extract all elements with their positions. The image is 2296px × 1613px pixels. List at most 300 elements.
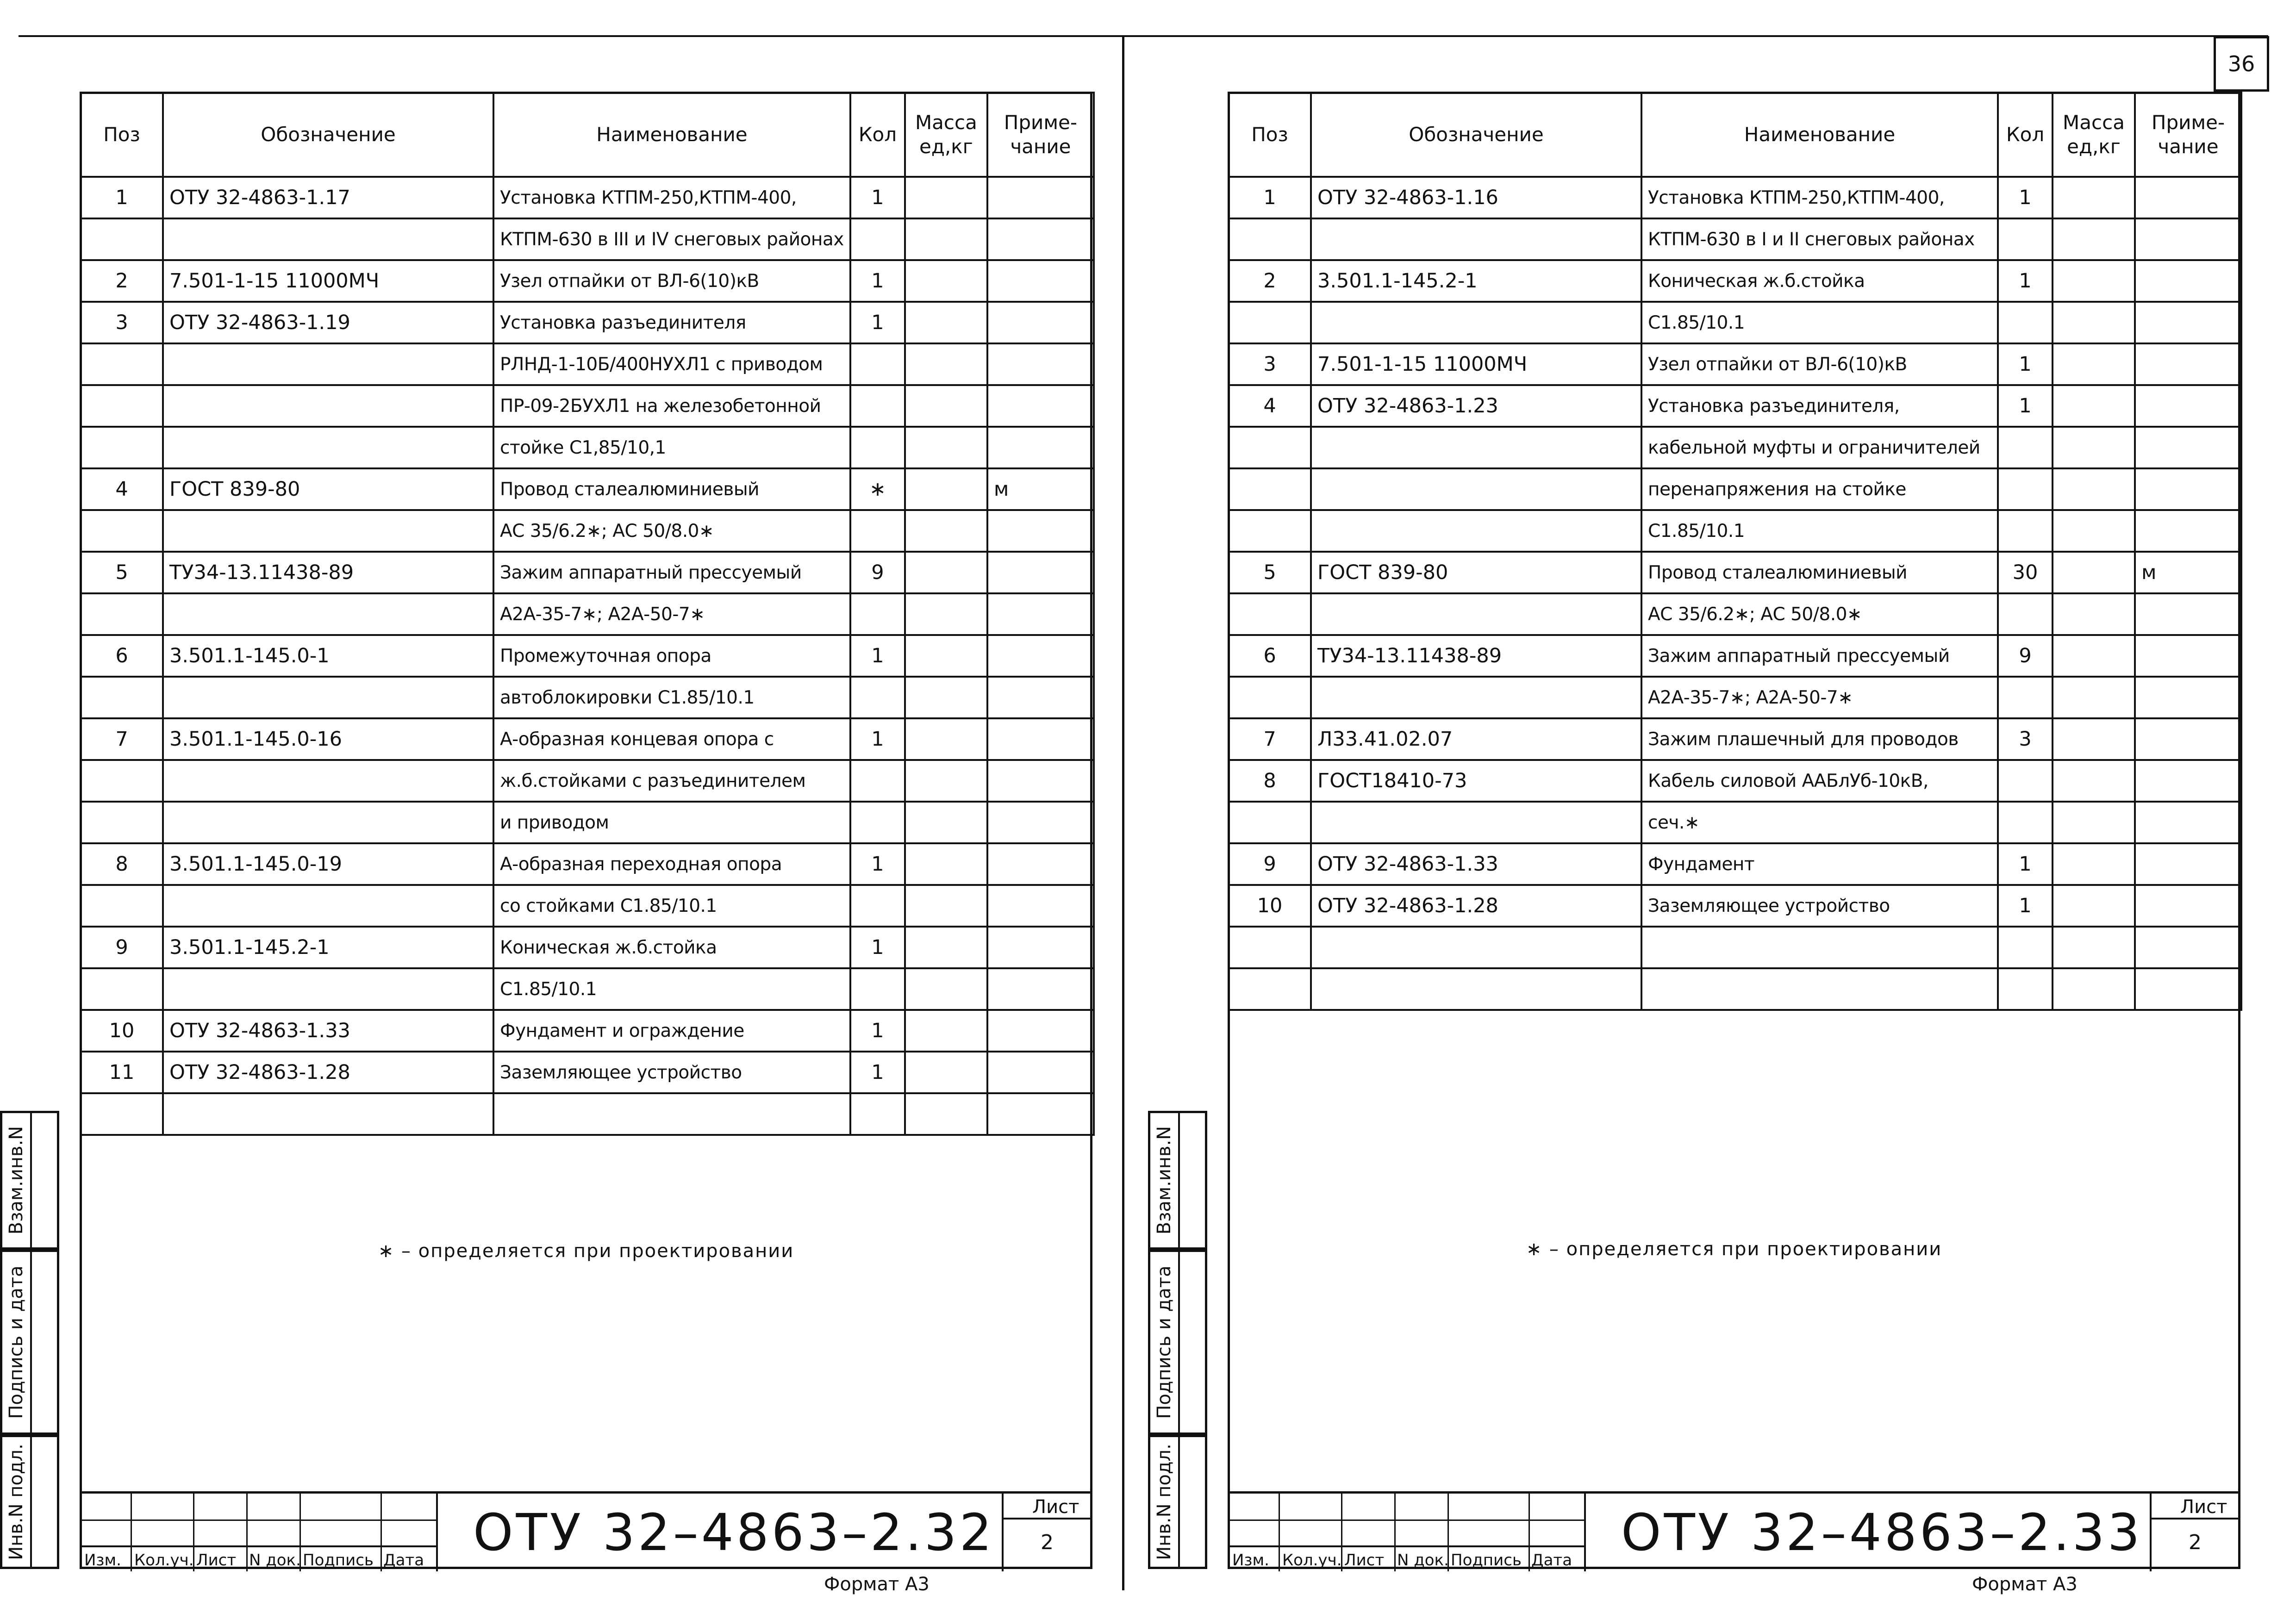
row-designation: ОТУ 32-4863-1.17	[163, 177, 493, 218]
table-row	[81, 635, 1094, 677]
row-qty	[850, 677, 905, 718]
row-qty: 9	[850, 552, 905, 593]
row-pos	[81, 343, 163, 385]
row-note	[987, 1010, 1094, 1052]
row-name: автоблокировки С1.85/10.1	[493, 677, 850, 718]
row-mass	[905, 468, 987, 510]
row-designation: ОТУ 32-4863-1.28	[1311, 885, 1641, 927]
table-row	[1229, 468, 2241, 510]
row-pos	[1229, 468, 1311, 510]
row-mass	[2053, 968, 2135, 1010]
sheet-number: 2	[1041, 1531, 1054, 1554]
table-header	[81, 93, 1094, 177]
row-mass	[905, 635, 987, 677]
row-note	[987, 968, 1094, 1010]
row-designation	[163, 427, 493, 468]
row-pos: 9	[1229, 843, 1311, 885]
side-cell-inventory	[0, 1435, 59, 1569]
row-designation	[1311, 802, 1641, 843]
row-note	[987, 343, 1094, 385]
table-row	[81, 968, 1094, 1010]
row-qty	[850, 385, 905, 427]
stamp-label-doc: N док.	[1397, 1551, 1449, 1569]
spec-sheet-left	[0, 0, 1143, 1613]
row-mass	[905, 885, 987, 927]
row-designation: ГОСТ 839-80	[1311, 552, 1641, 593]
sheet-label: Лист	[2180, 1496, 2227, 1518]
page-number: 36	[2227, 51, 2255, 76]
row-qty	[850, 427, 905, 468]
sheet-label: Лист	[1032, 1496, 1079, 1518]
row-designation	[163, 1093, 493, 1135]
row-mass	[2053, 843, 2135, 885]
row-mass	[905, 302, 987, 343]
row-mass	[2053, 885, 2135, 927]
document-code: ОТУ 32–4863–2.32	[473, 1503, 995, 1562]
row-note: м	[2135, 552, 2241, 593]
table-row	[1229, 552, 2241, 593]
row-mass	[905, 385, 987, 427]
spec-table	[1228, 92, 2242, 1011]
table-row	[81, 385, 1094, 427]
row-name: А-образная переходная опора	[493, 843, 850, 885]
table-row	[81, 718, 1094, 760]
row-note	[2135, 760, 2241, 802]
row-name: РЛНД-1-10Б/400НУХЛ1 с приводом	[493, 343, 850, 385]
row-name: сеч.∗	[1641, 802, 1998, 843]
row-qty	[850, 885, 905, 927]
table-row	[81, 510, 1094, 552]
stamp-label-signature: Подпись	[1451, 1551, 1522, 1569]
row-mass	[2053, 552, 2135, 593]
table-row	[81, 677, 1094, 718]
row-mass	[2053, 427, 2135, 468]
row-qty	[850, 218, 905, 260]
row-note	[2135, 802, 2241, 843]
row-name: Установка КТПМ-250,КТПМ-400,	[1641, 177, 1998, 218]
row-designation: ОТУ 32-4863-1.19	[163, 302, 493, 343]
row-name: со стойками С1.85/10.1	[493, 885, 850, 927]
header-designation: Обозначение	[163, 93, 493, 177]
row-designation	[1311, 927, 1641, 968]
row-note	[2135, 677, 2241, 718]
row-designation	[1311, 218, 1641, 260]
row-pos	[1229, 593, 1311, 635]
row-pos: 8	[81, 843, 163, 885]
row-mass	[2053, 927, 2135, 968]
header-note: Приме- чание	[987, 93, 1094, 177]
stamp-label-date: Дата	[383, 1551, 424, 1569]
row-pos	[1229, 802, 1311, 843]
row-name: А2А-35-7∗; А2А-50-7∗	[493, 593, 850, 635]
row-designation	[163, 760, 493, 802]
row-note	[2135, 635, 2241, 677]
table-row	[1229, 843, 2241, 885]
row-note	[987, 260, 1094, 302]
row-note	[987, 802, 1094, 843]
row-qty	[850, 343, 905, 385]
row-note	[987, 635, 1094, 677]
row-pos	[1229, 968, 1311, 1010]
row-note	[2135, 427, 2241, 468]
row-name: Фундамент	[1641, 843, 1998, 885]
table-row	[81, 1010, 1094, 1052]
row-note: м	[987, 468, 1094, 510]
row-qty: 1	[850, 1010, 905, 1052]
title-block	[80, 1491, 1092, 1569]
stamp-label-change: Изм.	[1232, 1551, 1269, 1569]
table-row	[81, 552, 1094, 593]
row-note	[987, 552, 1094, 593]
row-name: КТПМ-630 в III и IV снеговых районах	[493, 218, 850, 260]
row-name: Провод сталеалюминиевый	[1641, 552, 1998, 593]
side-label-signature: Подпись и дата	[6, 1265, 27, 1419]
row-name: Узел отпайки от ВЛ-6(10)кВ	[1641, 343, 1998, 385]
header-designation: Обозначение	[1311, 93, 1641, 177]
row-name	[493, 1093, 850, 1135]
row-name: АС 35/6.2∗; АС 50/8.0∗	[1641, 593, 1998, 635]
row-designation	[1311, 302, 1641, 343]
row-mass	[2053, 635, 2135, 677]
row-designation	[163, 218, 493, 260]
header-name: Наименование	[1641, 93, 1998, 177]
row-designation	[163, 968, 493, 1010]
row-name: А2А-35-7∗; А2А-50-7∗	[1641, 677, 1998, 718]
row-mass	[905, 510, 987, 552]
row-mass	[905, 593, 987, 635]
row-qty	[1998, 468, 2053, 510]
table-header	[1229, 93, 2241, 177]
row-designation	[163, 677, 493, 718]
row-note	[2135, 593, 2241, 635]
row-designation: ОТУ 32-4863-1.33	[163, 1010, 493, 1052]
row-qty: 1	[1998, 385, 2053, 427]
row-name: С1.85/10.1	[493, 968, 850, 1010]
format-label: Формат А3	[1972, 1574, 2078, 1595]
table-row	[1229, 510, 2241, 552]
row-qty: 1	[850, 635, 905, 677]
table-row	[1229, 718, 2241, 760]
row-name: А-образная концевая опора с	[493, 718, 850, 760]
spec-sheet-right	[1148, 0, 2291, 1613]
row-designation: 3.501.1-145.0-19	[163, 843, 493, 885]
row-pos: 5	[81, 552, 163, 593]
row-note	[2135, 718, 2241, 760]
row-designation: Л33.41.02.07	[1311, 718, 1641, 760]
row-mass	[905, 1093, 987, 1135]
row-qty	[850, 593, 905, 635]
row-mass	[2053, 343, 2135, 385]
row-name: Коническая ж.б.стойка	[1641, 260, 1998, 302]
row-designation: 7.501-1-15 11000МЧ	[1311, 343, 1641, 385]
table-row	[1229, 385, 2241, 427]
title-block	[1228, 1491, 2240, 1569]
side-label-replace: Взам.инв.N	[6, 1126, 27, 1235]
row-pos	[1229, 218, 1311, 260]
row-designation: 3.501.1-145.2-1	[163, 927, 493, 968]
row-pos: 3	[81, 302, 163, 343]
row-note	[987, 1093, 1094, 1135]
row-pos: 11	[81, 1052, 163, 1093]
row-qty: 1	[850, 718, 905, 760]
row-name: Промежуточная опора	[493, 635, 850, 677]
row-designation: ТУ34-13.11438-89	[163, 552, 493, 593]
row-mass	[2053, 177, 2135, 218]
row-name: Провод сталеалюминиевый	[493, 468, 850, 510]
format-label: Формат А3	[824, 1574, 930, 1595]
row-designation: ОТУ 32-4863-1.16	[1311, 177, 1641, 218]
row-designation: 7.501-1-15 11000МЧ	[163, 260, 493, 302]
stamp-label-count: Кол.уч.	[134, 1551, 194, 1569]
row-qty	[1998, 968, 2053, 1010]
row-name: С1.85/10.1	[1641, 510, 1998, 552]
row-note	[987, 677, 1094, 718]
header-note: Приме- чание	[2135, 93, 2241, 177]
stamp-label-signature: Подпись	[303, 1551, 374, 1569]
row-name: Узел отпайки от ВЛ-6(10)кВ	[493, 260, 850, 302]
table-row	[1229, 677, 2241, 718]
side-cell-signature	[1148, 1250, 1207, 1435]
stamp-label-sheet: Лист	[1344, 1551, 1385, 1569]
row-mass	[905, 760, 987, 802]
row-note	[987, 302, 1094, 343]
row-designation	[1311, 468, 1641, 510]
header-mass: Масса ед,кг	[2053, 93, 2135, 177]
row-mass	[2053, 385, 2135, 427]
row-qty: 1	[850, 302, 905, 343]
row-mass	[905, 718, 987, 760]
row-note	[987, 927, 1094, 968]
row-name: Зажим плашечный для проводов	[1641, 718, 1998, 760]
row-designation	[1311, 510, 1641, 552]
row-qty: 1	[850, 260, 905, 302]
row-pos: 5	[1229, 552, 1311, 593]
row-mass	[2053, 468, 2135, 510]
row-qty	[1998, 302, 2053, 343]
header-name: Наименование	[493, 93, 850, 177]
row-pos: 6	[1229, 635, 1311, 677]
row-qty: 1	[850, 927, 905, 968]
row-qty	[1998, 510, 2053, 552]
row-name: Зажим аппаратный прессуемый	[493, 552, 850, 593]
table-row	[81, 927, 1094, 968]
table-row	[81, 218, 1094, 260]
document-code: ОТУ 32–4863–2.33	[1621, 1503, 2143, 1562]
row-pos: 9	[81, 927, 163, 968]
row-designation	[163, 593, 493, 635]
stamp-label-doc: N док.	[249, 1551, 301, 1569]
row-note	[987, 843, 1094, 885]
row-name: С1.85/10.1	[1641, 302, 1998, 343]
row-mass	[905, 968, 987, 1010]
row-designation	[1311, 968, 1641, 1010]
row-pos	[81, 427, 163, 468]
row-name: АС 35/6.2∗; АС 50/8.0∗	[493, 510, 850, 552]
row-note	[2135, 843, 2241, 885]
row-pos	[1229, 427, 1311, 468]
row-designation: ГОСТ18410-73	[1311, 760, 1641, 802]
row-qty: 1	[1998, 177, 2053, 218]
row-pos: 10	[1229, 885, 1311, 927]
row-designation: ОТУ 32-4863-1.23	[1311, 385, 1641, 427]
table-row	[1229, 427, 2241, 468]
row-designation: 3.501.1-145.0-16	[163, 718, 493, 760]
row-name: Зажим аппаратный прессуемый	[1641, 635, 1998, 677]
row-qty	[850, 802, 905, 843]
row-qty: 9	[1998, 635, 2053, 677]
row-pos	[81, 968, 163, 1010]
row-qty	[1998, 802, 2053, 843]
table-row	[1229, 968, 2241, 1010]
header-pos: Поз	[1229, 93, 1311, 177]
row-designation	[163, 510, 493, 552]
row-note	[987, 385, 1094, 427]
row-pos: 2	[81, 260, 163, 302]
row-note	[987, 593, 1094, 635]
row-mass	[2053, 302, 2135, 343]
row-qty: 1	[850, 1052, 905, 1093]
row-note	[2135, 260, 2241, 302]
row-designation: 3.501.1-145.0-1	[163, 635, 493, 677]
row-name: Фундамент и ограждение	[493, 1010, 850, 1052]
row-pos: 7	[1229, 718, 1311, 760]
row-qty: 1	[1998, 843, 2053, 885]
row-note	[2135, 968, 2241, 1010]
row-pos: 10	[81, 1010, 163, 1052]
row-pos: 4	[81, 468, 163, 510]
stamp-label-sheet: Лист	[196, 1551, 237, 1569]
header-qty: Кол	[850, 93, 905, 177]
row-mass	[905, 843, 987, 885]
row-name: Установка разъединителя,	[1641, 385, 1998, 427]
row-pos	[1229, 927, 1311, 968]
row-name: Установка разъединителя	[493, 302, 850, 343]
stamp-label-date: Дата	[1531, 1551, 1572, 1569]
row-pos: 2	[1229, 260, 1311, 302]
row-name: Заземляющее устройство	[493, 1052, 850, 1093]
row-mass	[905, 552, 987, 593]
row-qty	[850, 760, 905, 802]
row-mass	[905, 260, 987, 302]
row-name: Установка КТПМ-250,КТПМ-400,	[493, 177, 850, 218]
row-designation	[1311, 427, 1641, 468]
row-mass	[905, 343, 987, 385]
header-qty: Кол	[1998, 93, 2053, 177]
row-note	[2135, 468, 2241, 510]
side-label-inventory: Инв.N подл.	[1154, 1444, 1175, 1560]
row-name: перенапряжения на стойке	[1641, 468, 1998, 510]
table-row	[1229, 260, 2241, 302]
side-label-inventory: Инв.N подл.	[6, 1444, 27, 1560]
row-name: Коническая ж.б.стойка	[493, 927, 850, 968]
row-note	[987, 510, 1094, 552]
row-pos	[81, 218, 163, 260]
row-qty	[1998, 760, 2053, 802]
row-pos: 8	[1229, 760, 1311, 802]
stamp-label-change: Изм.	[84, 1551, 121, 1569]
row-name: Заземляющее устройство	[1641, 885, 1998, 927]
row-pos: 6	[81, 635, 163, 677]
side-label-signature: Подпись и дата	[1154, 1265, 1175, 1419]
row-pos	[1229, 302, 1311, 343]
table-row	[81, 177, 1094, 218]
row-mass	[2053, 218, 2135, 260]
table-row	[1229, 885, 2241, 927]
row-note	[2135, 510, 2241, 552]
row-mass	[2053, 718, 2135, 760]
row-mass	[2053, 802, 2135, 843]
row-qty: 1	[1998, 260, 2053, 302]
row-designation	[1311, 593, 1641, 635]
row-name: и приводом	[493, 802, 850, 843]
table-row	[1229, 802, 2241, 843]
table-row	[81, 593, 1094, 635]
row-qty: 1	[1998, 343, 2053, 385]
table-row	[1229, 177, 2241, 218]
row-mass	[2053, 677, 2135, 718]
row-note	[987, 718, 1094, 760]
row-mass	[905, 677, 987, 718]
row-note	[2135, 885, 2241, 927]
row-mass	[905, 1010, 987, 1052]
row-qty: 3	[1998, 718, 2053, 760]
row-pos	[81, 802, 163, 843]
row-pos	[81, 885, 163, 927]
row-name	[1641, 968, 1998, 1010]
footnote: ∗ – определяется при проектировании	[1526, 1239, 1942, 1260]
sheet-number: 2	[2189, 1531, 2202, 1554]
row-designation	[163, 343, 493, 385]
side-cell-replace	[1148, 1111, 1207, 1250]
row-mass	[905, 218, 987, 260]
row-pos	[81, 677, 163, 718]
row-note	[2135, 177, 2241, 218]
side-cell-signature	[0, 1250, 59, 1435]
header-mass: Масса ед,кг	[905, 93, 987, 177]
row-qty	[1998, 677, 2053, 718]
row-pos	[1229, 510, 1311, 552]
row-pos: 1	[81, 177, 163, 218]
row-mass	[2053, 760, 2135, 802]
row-qty: ∗	[850, 468, 905, 510]
spec-table	[80, 92, 1095, 1136]
side-label-replace: Взам.инв.N	[1154, 1126, 1175, 1235]
table-row	[1229, 343, 2241, 385]
row-designation: ГОСТ 839-80	[163, 468, 493, 510]
header-pos: Поз	[81, 93, 163, 177]
stamp-label-count: Кол.уч.	[1282, 1551, 1342, 1569]
table-row	[81, 427, 1094, 468]
row-pos: 3	[1229, 343, 1311, 385]
table-row	[1229, 760, 2241, 802]
row-name: ж.б.стойками с разъединителем	[493, 760, 850, 802]
row-pos	[81, 760, 163, 802]
table-row	[81, 468, 1094, 510]
row-pos	[81, 1093, 163, 1135]
table-row	[81, 1093, 1094, 1135]
row-note	[987, 177, 1094, 218]
table-row	[81, 802, 1094, 843]
row-pos	[81, 385, 163, 427]
row-designation: ОТУ 32-4863-1.28	[163, 1052, 493, 1093]
row-pos: 1	[1229, 177, 1311, 218]
row-mass	[905, 1052, 987, 1093]
row-note	[987, 427, 1094, 468]
row-qty	[1998, 593, 2053, 635]
row-mass	[2053, 510, 2135, 552]
row-designation: ТУ34-13.11438-89	[1311, 635, 1641, 677]
row-qty	[1998, 218, 2053, 260]
